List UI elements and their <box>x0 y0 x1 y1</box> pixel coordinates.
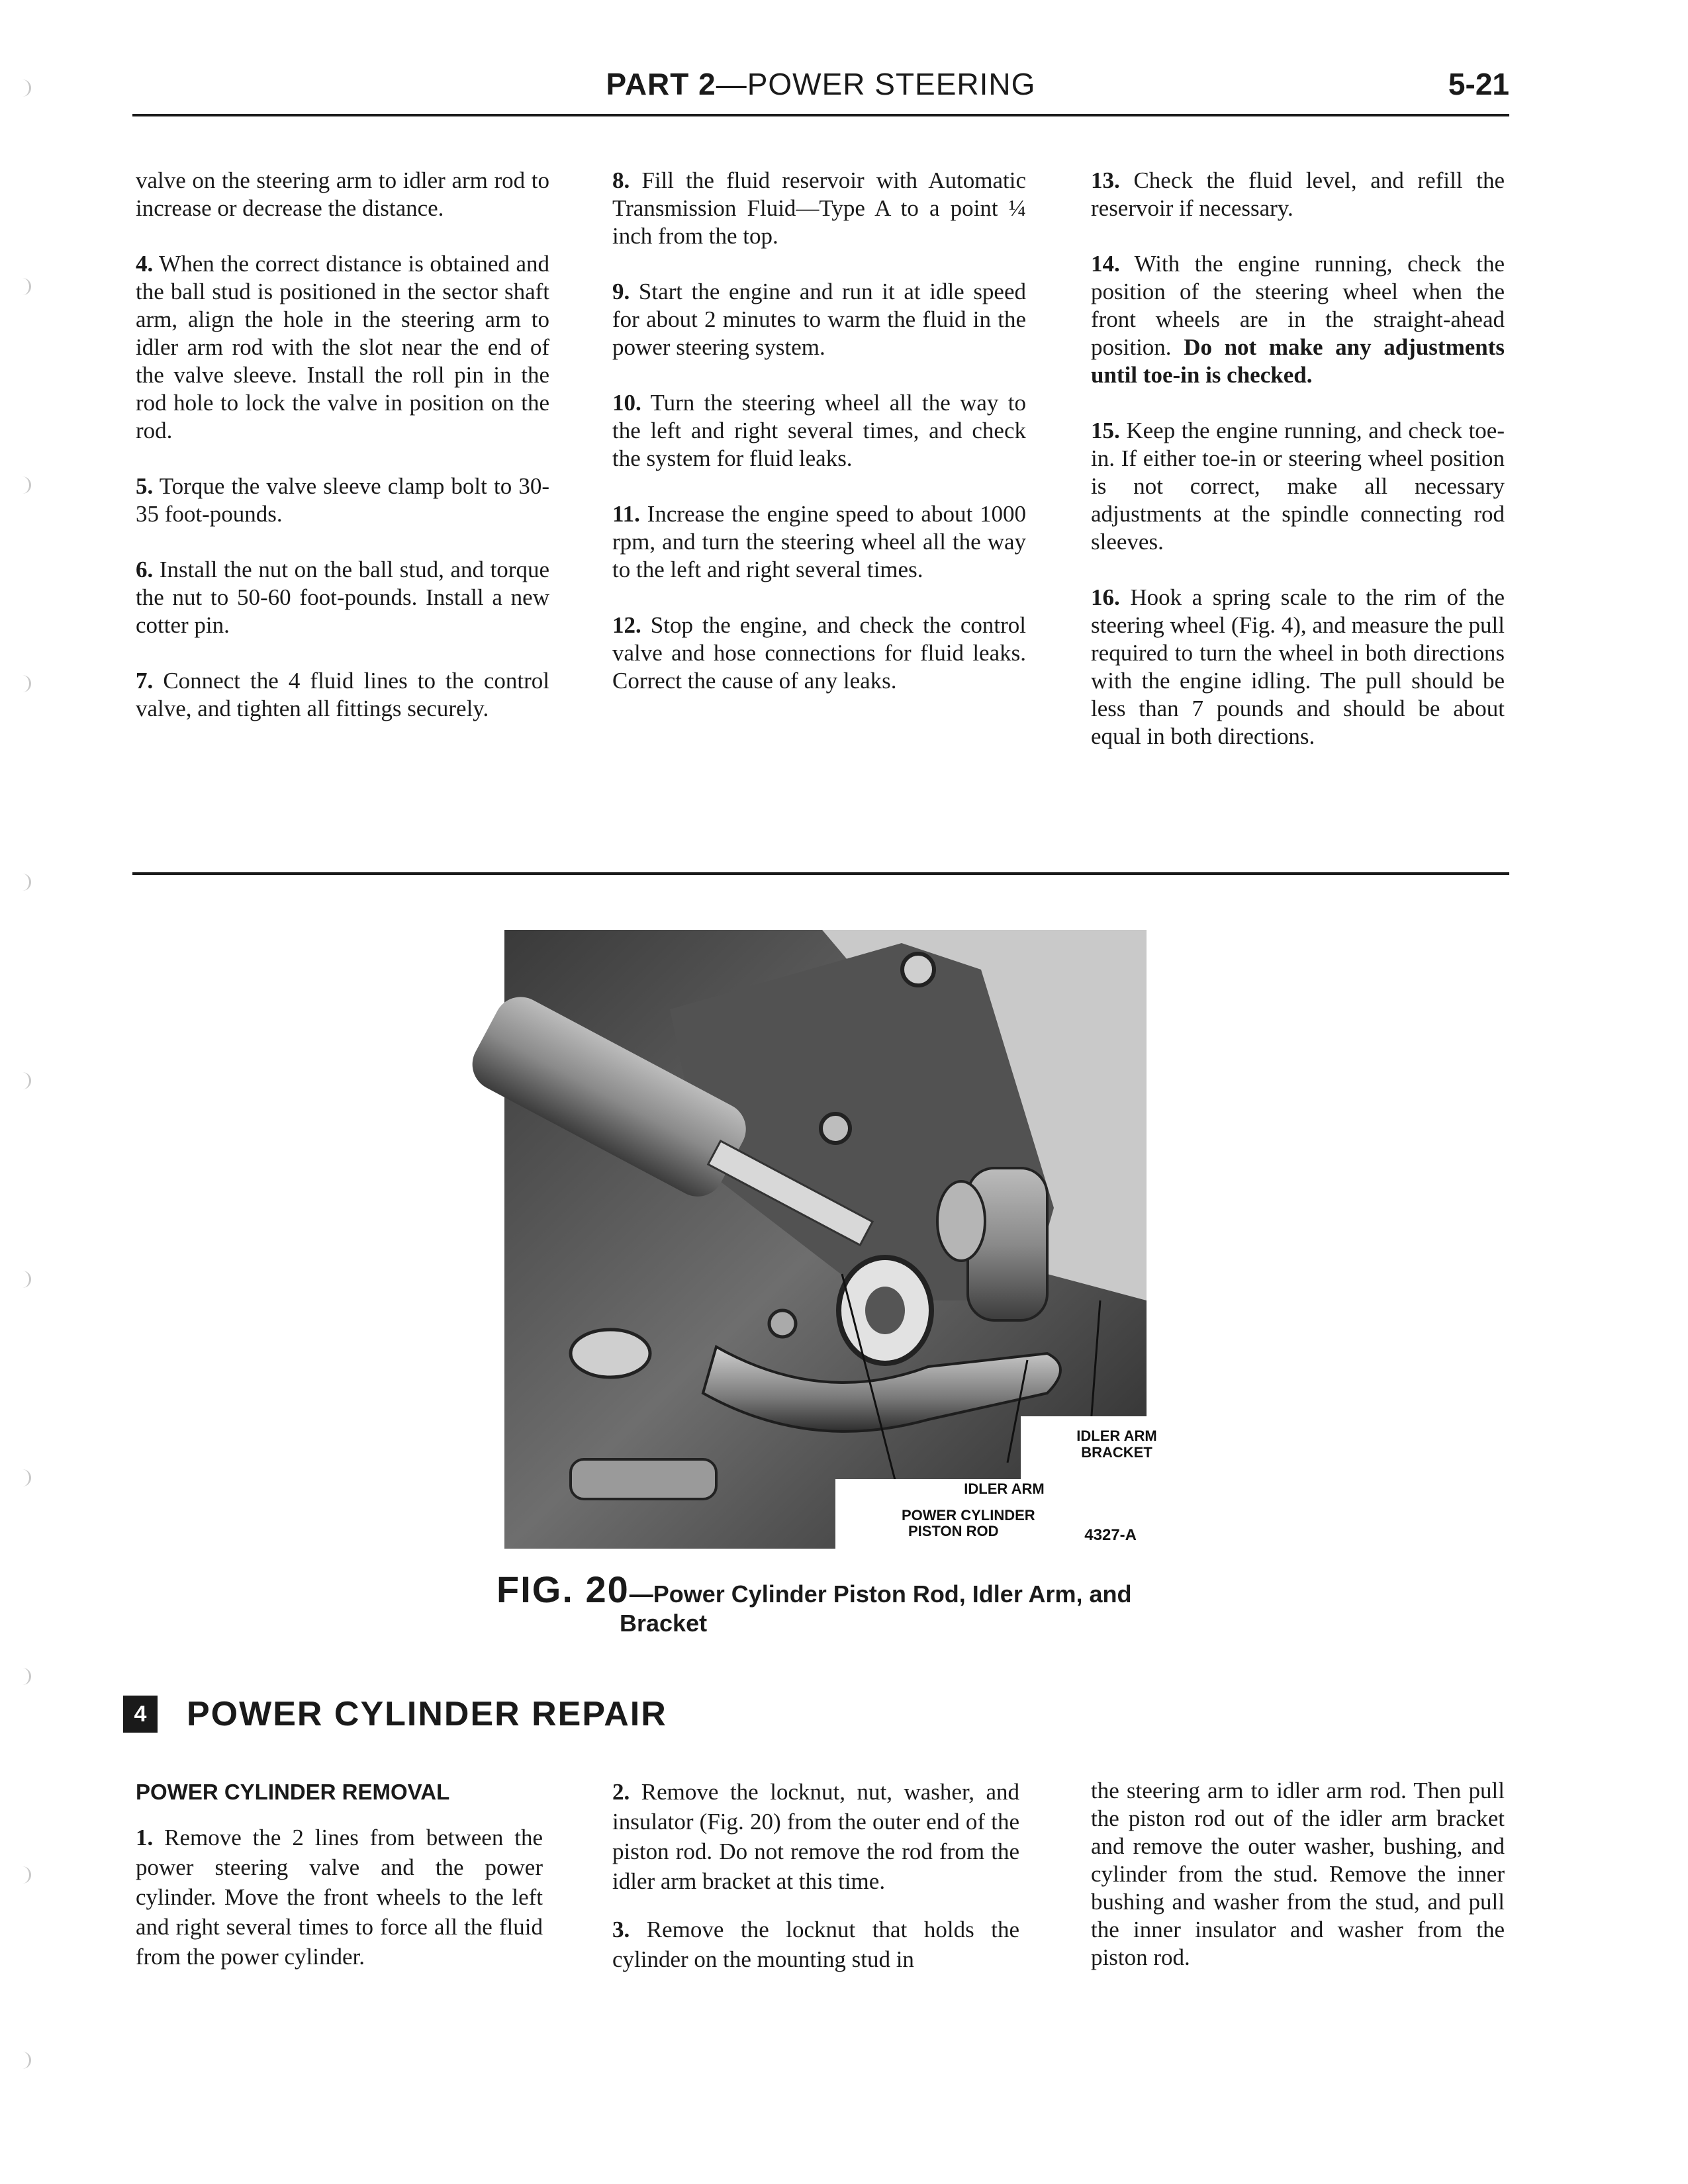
step-16: 16. Hook a spring scale to the rim of the steering wheel (Fig. 4), and measure the pull required to turn the wheel in both directions with the engine idling. The pull should be less than 7 pounds and should be about equal in both directions. <box>1091 584 1505 749</box>
removal-step-1: 1. Remove the 2 lines from between the power steering valve and the power cylinder. Move the front wheels to the left and right several times to force all the fluid from the power cylinder. <box>136 1825 543 1970</box>
removal-step-2: 2. Remove the locknut, nut, washer, and insulator (Fig. 20) from the outer end of the piston rod. Do not remove the rod from the idler arm bracket at this time. <box>612 1779 1020 1894</box>
step-4: 4. When the correct distance is obtained and the ball stud is positioned in the sector shaft arm, align the hole in the steering arm to idler arm rod with the slot near the end of the valve sleeve. Install the roll pin in the rod hole to lock the valve in position on the rod. <box>136 251 549 443</box>
step-6: 6. Install the nut on the ball stud, and torque the nut to 50-60 foot-pounds. Install a new cotter pin. <box>136 557 549 638</box>
column-1 <box>136 167 549 723</box>
binder-mark <box>20 477 31 494</box>
binder-mark <box>20 1271 31 1288</box>
bottom-column-1 <box>136 1777 543 1972</box>
tie-rod-clamp <box>571 1459 716 1499</box>
binder-mark <box>20 675 31 692</box>
subheading: POWER CYLINDER REMOVAL <box>136 1780 450 1804</box>
binder-mark <box>20 1866 31 1884</box>
running-title: PART 2—POWER STEERING <box>606 67 1036 101</box>
page-number: 5-21 <box>1448 67 1509 101</box>
binder-mark <box>20 1469 31 1486</box>
step-5: 5. Torque the valve sleeve clamp bolt to 30-35 foot-pounds. <box>136 473 549 527</box>
page-header <box>132 66 1509 114</box>
step-11: 11. Increase the engine speed to about 1000 rpm, and turn the steering wheel all the way to the left and right several times. <box>612 501 1027 582</box>
binder-mark <box>20 1072 31 1089</box>
step-7: 7. Connect the 4 fluid lines to the control valve, and tighten all fittings securely. <box>136 668 550 721</box>
removal-step-3-continued: the steering arm to idler arm rod. Then pull the piston rod out of the idler arm bracket and remove the outer washer, bushing, and cylinder from the stud. Remove the inner bushing and washer from the stud, and pull the inner insulator and washer from the piston rod. <box>1091 1778 1505 1970</box>
label-idler-arm: IDLER ARM <box>964 1480 1045 1497</box>
binder-mark <box>20 1668 31 1685</box>
removal-step-3: 3. Remove the locknut that holds the cylinder on the mounting stud in <box>612 1917 1019 1972</box>
idler-arm-illustration <box>504 930 1157 1549</box>
washer-hole <box>865 1287 905 1334</box>
label-idler-arm-bracket-2: BRACKET <box>1081 1444 1152 1461</box>
step-15: 15. Keep the engine running, and check toe-in. If either toe-in or steering wheel position is not correct, make all necessary adjustments at the spindle connecting rod sleeves. <box>1091 418 1505 555</box>
step-10: 10. Turn the steering wheel all the way to the left and right several times, and check the system for fluid leaks. <box>612 390 1026 471</box>
step-14: 14. With the engine running, check the position of the steering wheel when the front wheels are in the straight-ahead position. Do not make any adjustments until toe-in is checked. <box>1091 251 1505 388</box>
section-title: POWER CYLINDER REPAIR <box>187 1695 667 1733</box>
bolt-head <box>769 1310 796 1337</box>
label-piston-rod: PISTON ROD <box>908 1523 999 1539</box>
binder-mark <box>20 79 31 97</box>
figure-label: FIG. 20 <box>496 1569 630 1610</box>
binder-mark <box>20 2052 31 2069</box>
paragraph: valve on the steering arm to idler arm rod to increase or decrease the distance. <box>136 167 549 221</box>
bottom-column-3 <box>1091 1777 1505 1972</box>
section-rule <box>132 872 1509 875</box>
figure-20-photo <box>504 930 1157 1549</box>
binder-mark <box>20 278 31 295</box>
section-number-badge: 4 <box>123 1696 158 1733</box>
bottom-column-2 <box>612 1777 1019 1974</box>
figure-code: 4327-A <box>1084 1526 1137 1544</box>
binder-mark <box>20 874 31 891</box>
section-heading <box>123 1694 667 1734</box>
stud-nut <box>937 1181 985 1261</box>
rod-end <box>571 1330 650 1377</box>
bolt-head <box>902 954 934 985</box>
column-3 <box>1091 167 1505 751</box>
bolt-head <box>821 1114 850 1143</box>
figure-caption: FIG. 20—Power Cylinder Piston Rod, Idler Arm, and Bracket <box>496 1569 1132 1637</box>
step-9: 9. Start the engine and run it at idle speed for about 2 minutes to warm the fluid in the power steering system. <box>612 279 1027 360</box>
label-idler-arm-bracket-1: IDLER ARM <box>1076 1428 1157 1444</box>
step-8: 8. Fill the fluid reservoir with Automatic Transmission Fluid—Type A to a point ¼ inch from the top. <box>612 167 1026 249</box>
step-12: 12. Stop the engine, and check the control valve and hose connections for fluid leaks. Correct the cause of any leaks. <box>612 612 1026 694</box>
label-power-cylinder: POWER CYLINDER <box>902 1507 1035 1524</box>
header-rule <box>132 114 1509 116</box>
column-2 <box>612 167 1026 695</box>
step-13: 13. Check the fluid level, and refill the reservoir if necessary. <box>1091 167 1505 221</box>
